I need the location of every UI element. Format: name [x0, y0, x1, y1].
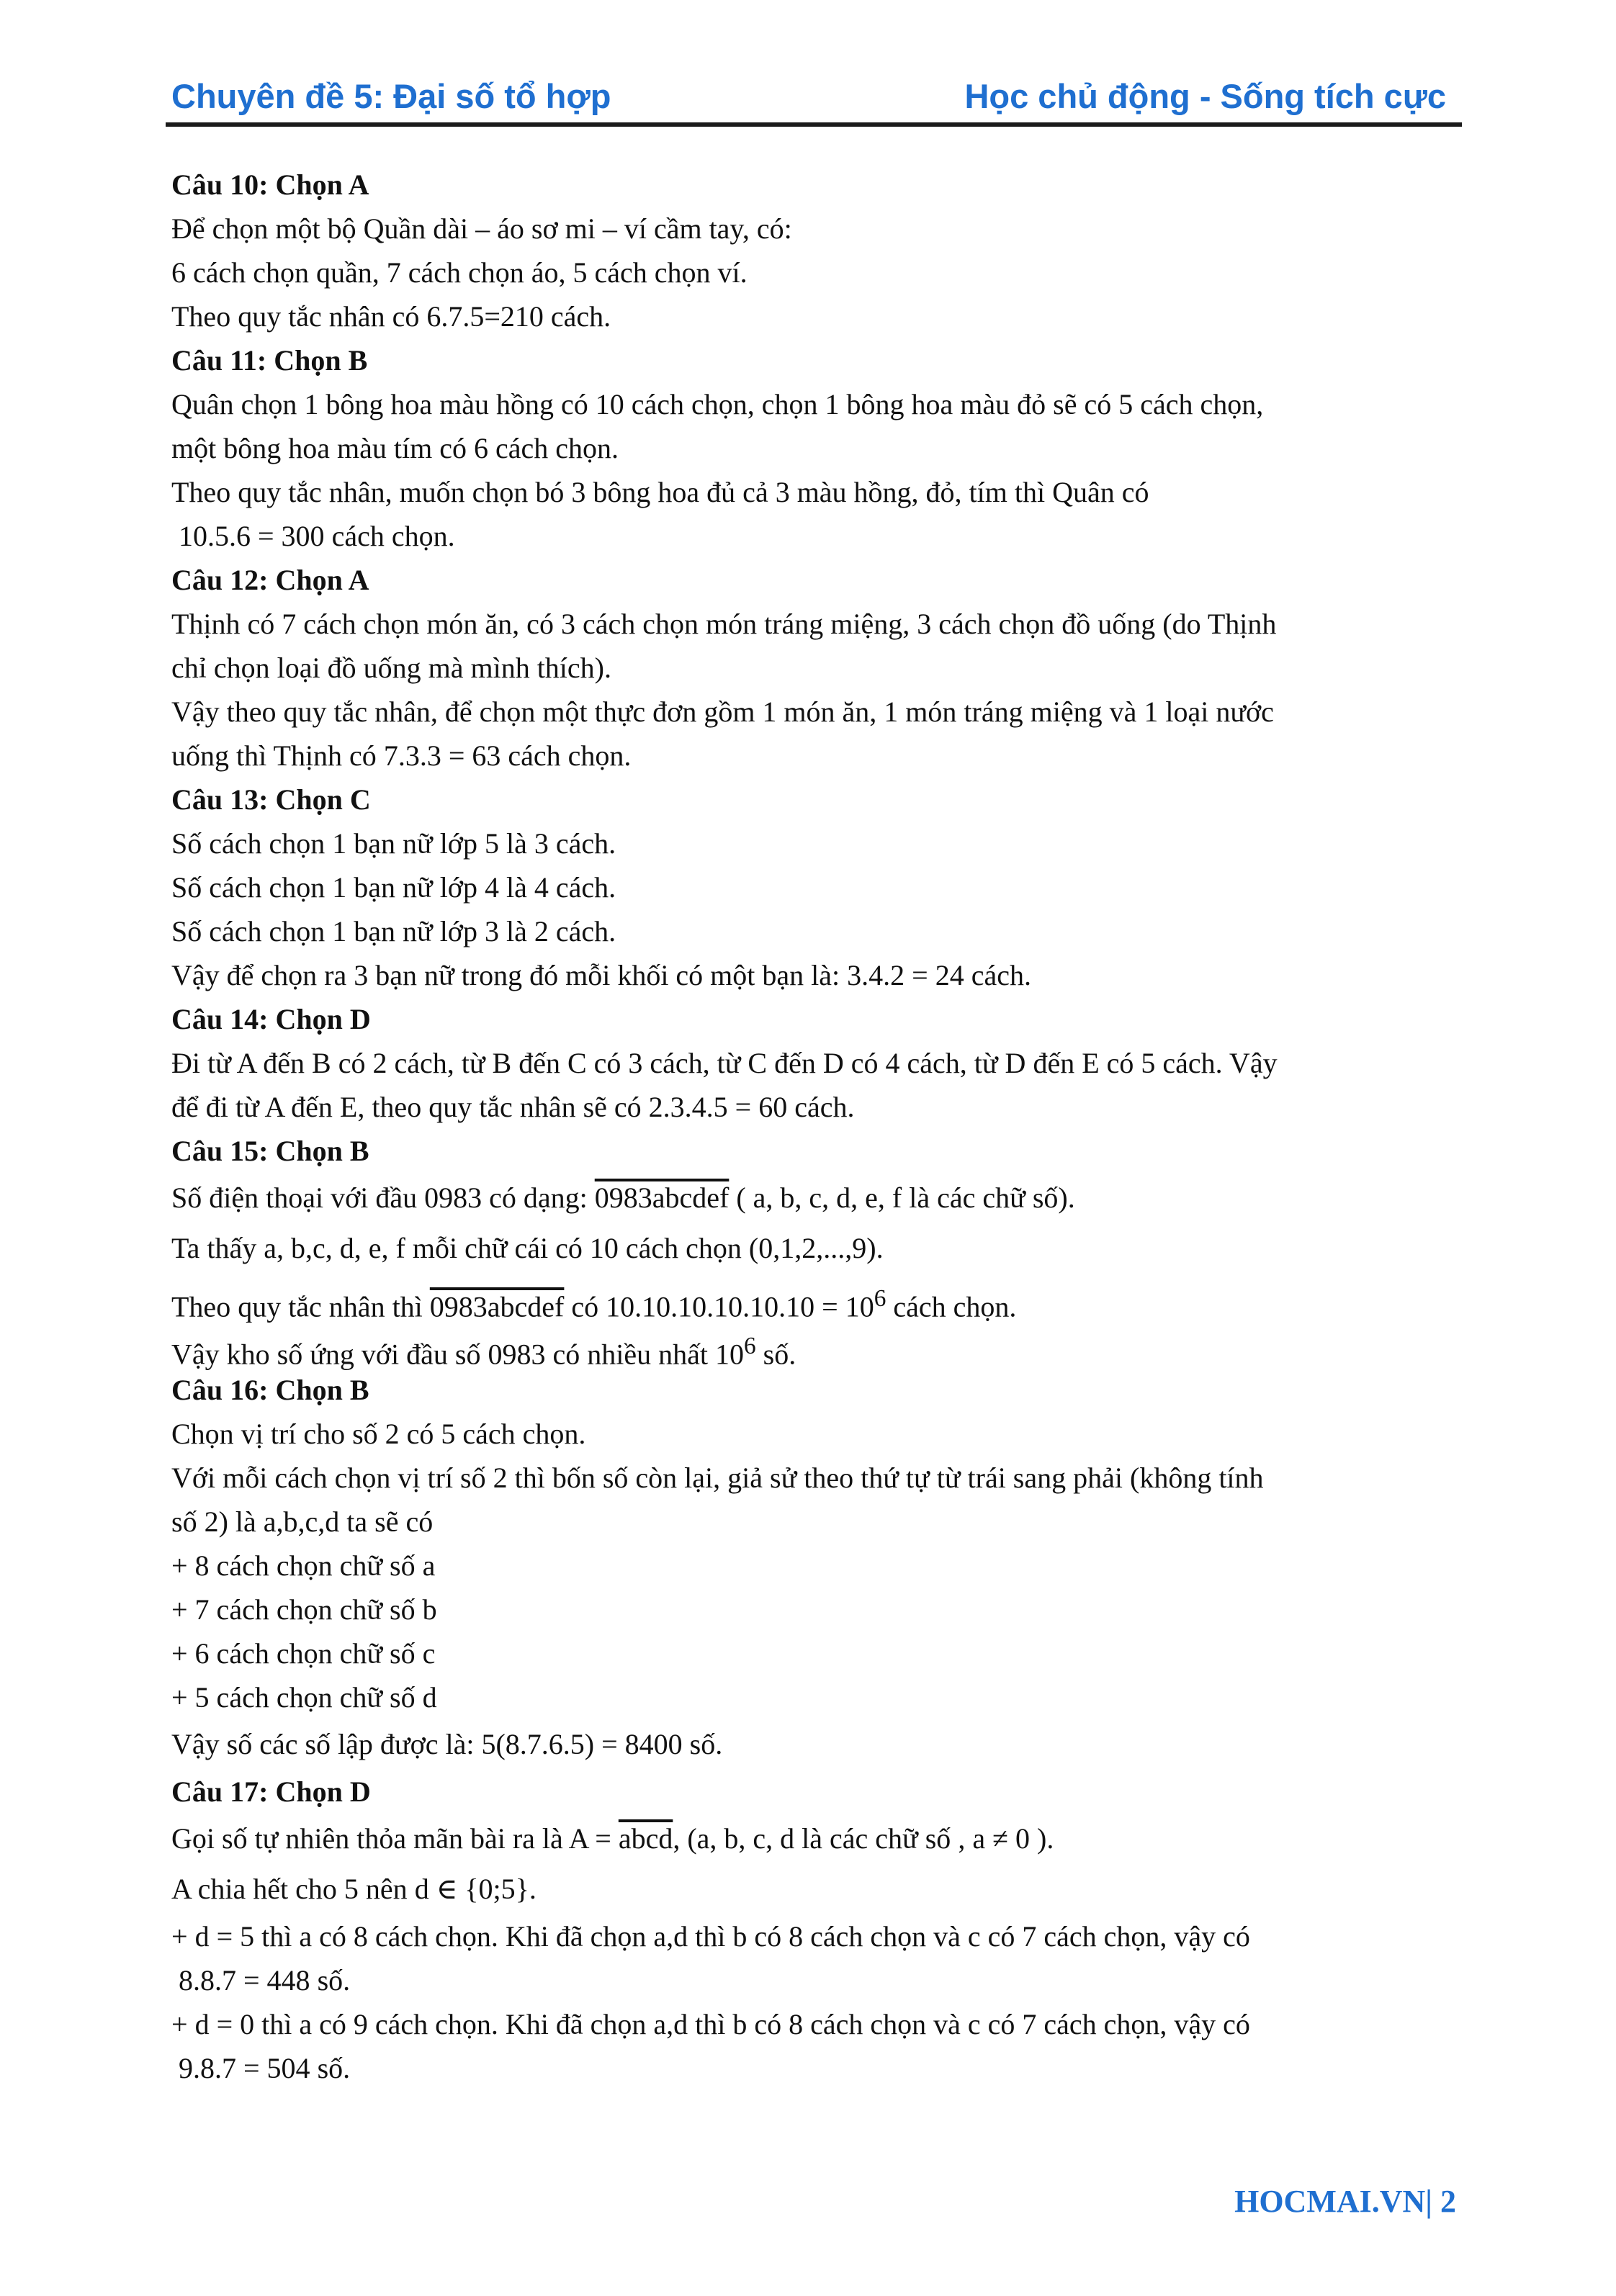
- text-line: [171, 2002, 1453, 2046]
- math-expression: 2.3.4.5 = 60: [648, 1091, 788, 1123]
- math-expression: d ∈ {0;5}: [414, 1873, 529, 1905]
- overlined-number: abcd: [618, 1822, 673, 1855]
- text-span: là các chữ số).: [902, 1181, 1075, 1214]
- text-line: [171, 1085, 1453, 1129]
- math-expression: d = 5: [194, 1920, 255, 1953]
- text-line: Theo quy tắc nhân có 6.7.5=210 cách.: [171, 300, 611, 333]
- text-line: [171, 1814, 1453, 1864]
- question-heading: Câu 12: Chọn A: [171, 564, 369, 596]
- text-line: Chọn vị trí cho số 2 có 5 cách chọn.: [171, 1418, 586, 1450]
- question-heading: Câu 10: Chọn A: [171, 168, 369, 201]
- text-line: [171, 1958, 1453, 2002]
- text-span: số.: [310, 1964, 351, 1996]
- math-expression: 9.8.7 = 504: [179, 2052, 310, 2084]
- text-line: [171, 734, 1453, 778]
- text-line: [171, 2046, 1453, 2090]
- text-span: Ta thấy: [171, 1232, 264, 1264]
- text-span: mỗi chữ cái có 10 cách chọn: [405, 1232, 749, 1264]
- text-line: + 5 cách chọn chữ số d: [171, 1681, 437, 1714]
- text-span: cách chọn.: [886, 1290, 1017, 1323]
- text-span: +: [171, 2008, 195, 2040]
- text-span: có: [564, 1290, 606, 1323]
- exponent: 6: [874, 1285, 886, 1312]
- text-span: ).: [1030, 1822, 1054, 1855]
- text-span: cách.: [964, 959, 1031, 991]
- text-line: [171, 1274, 1453, 1324]
- text-span: là các chữ số: [794, 1822, 959, 1855]
- question-heading: Câu 11: Chọn B: [171, 344, 368, 377]
- text-line: Số cách chọn 1 bạn nữ lớp 3 là 2 cách.: [171, 915, 616, 947]
- question-heading: Câu 16: Chọn B: [171, 1374, 369, 1406]
- text-span: .: [529, 1873, 537, 1905]
- text-span: để đi từ A đến E, theo quy tắc nhân sẽ có: [171, 1091, 649, 1123]
- question-heading: Câu 13: Chọn C: [171, 783, 371, 816]
- text-line: Quân chọn 1 bông hoa màu hồng có 10 cách chọn, chọn 1 bông hoa màu đỏ sẽ có 5 cách chọn,: [171, 388, 1264, 420]
- question-heading: Câu 17: Chọn D: [171, 1775, 371, 1808]
- text-span: (: [729, 1181, 753, 1214]
- text-span: cách chọn.: [324, 520, 455, 552]
- math-expression: a, b,c, d, e, f: [264, 1232, 405, 1264]
- text-line: [171, 1173, 1453, 1223]
- exponent: 6: [743, 1333, 756, 1359]
- text-line: [171, 1914, 1453, 1958]
- math-expression: a, b, c, d: [696, 1822, 795, 1855]
- overlined-number: 0983abcdef: [429, 1290, 565, 1323]
- text-line: Số cách chọn 1 bạn nữ lớp 4 là 4 cách.: [171, 871, 616, 904]
- text-line: + 8 cách chọn chữ số a: [171, 1549, 436, 1582]
- math-expression: 10.5.6 = 300: [179, 520, 325, 552]
- math-expression: (0,1,2,...,9): [748, 1232, 876, 1264]
- solution-content: [171, 163, 1453, 2090]
- text-line: [171, 1864, 1453, 1914]
- text-line: 6 cách chọn quần, 7 cách chọn áo, 5 cách chọn ví.: [171, 256, 748, 289]
- overlined-number: 0983abcdef: [594, 1181, 730, 1214]
- text-line: chỉ chọn loại đồ uống mà mình thích).: [171, 652, 611, 684]
- text-line: Vậy theo quy tắc nhân, để chọn một thực đơn gồm 1 món ăn, 1 món tráng miệng và 1 loại nước: [171, 695, 1274, 728]
- math-expression: a, b, c, d, e, f: [753, 1181, 902, 1214]
- slogan: Học chủ động - Sống tích cực: [964, 77, 1446, 115]
- text-span: số.: [755, 1338, 796, 1371]
- text-line: Theo quy tắc nhân, muốn chọn bó 3 bông hoa đủ cả 3 màu hồng, đỏ, tím thì Quân có: [171, 476, 1149, 508]
- text-line: Đi từ A đến B có 2 cách, từ B đến C có 3 cách, từ C đến D có 4 cách, từ D đến E có 5 cách. Vậy: [171, 1047, 1278, 1079]
- text-line: + 6 cách chọn chữ số c: [171, 1637, 436, 1670]
- text-span: Gọi số tự nhiên thỏa mãn bài ra là: [171, 1822, 569, 1855]
- text-span: cách.: [787, 1091, 855, 1123]
- text-span: thì a có 8 cách chọn. Khi đã chọn a,d thì b có 8 cách chọn và c có 7 cách chọn, vậy có: [254, 1920, 1250, 1953]
- text-line: [171, 953, 1453, 997]
- chapter-title: Chuyên đề 5: Đại số tổ hợp: [171, 77, 611, 115]
- math-expression: 8.8.7 = 448: [179, 1964, 310, 1996]
- page-header: [166, 71, 1462, 127]
- text-line: Thịnh có 7 cách chọn món ăn, có 3 cách chọn món tráng miệng, 3 cách chọn đồ uống (do Thịnh: [171, 608, 1277, 640]
- math-expression: d = 0: [194, 2008, 255, 2040]
- text-span: số.: [310, 2052, 351, 2084]
- math-expression: , a ≠ 0: [958, 1822, 1031, 1855]
- text-line: [171, 1223, 1453, 1274]
- text-span: Vậy kho số ứng với đầu số 0983 có nhiều nhất: [171, 1338, 715, 1371]
- text-span: +: [171, 1920, 195, 1953]
- text-line: Số cách chọn 1 bạn nữ lớp 5 là 3 cách.: [171, 827, 616, 860]
- text-line: + 7 cách chọn chữ số b: [171, 1593, 437, 1626]
- text-line: Để chọn một bộ Quần dài – áo sơ mi – ví cầm tay, có:: [171, 212, 792, 245]
- text-span: cách chọn.: [500, 739, 632, 772]
- text-line: số 2) là a,b,c,d ta sẽ có: [171, 1505, 434, 1538]
- math-expression: 5(8.7.6.5) = 8400: [481, 1728, 683, 1760]
- text-line: một bông hoa màu tím có 6 cách chọn.: [171, 432, 619, 464]
- text-span: thì a có 9 cách chọn. Khi đã chọn a,d thì b có 8 cách chọn và c có 7 cách chọn, vậy có: [254, 2008, 1250, 2040]
- math-expression: A =: [568, 1822, 619, 1855]
- question-heading: Câu 15: Chọn B: [171, 1135, 369, 1167]
- text-span: uống thì Thịnh có: [171, 739, 384, 772]
- math-expression: 3.4.2 = 24: [847, 959, 964, 991]
- text-line: [171, 514, 1453, 558]
- math-expression: 10: [714, 1338, 744, 1371]
- text-line: Với mỗi cách chọn vị trí số 2 thì bốn số còn lại, giả sử theo thứ tự từ trái sang phải (không tính: [171, 1462, 1264, 1494]
- text-span: Vậy số các số lập được là:: [171, 1728, 482, 1760]
- text-span: Số điện thoại với đầu 0983 có dạng:: [171, 1181, 595, 1214]
- text-span: Vậy để chọn ra 3 bạn nữ trong đó mỗi khối có một bạn là:: [171, 959, 848, 991]
- math-expression: 7.3.3 = 63: [383, 739, 501, 772]
- text-span: số.: [682, 1728, 723, 1760]
- text-span: .: [876, 1232, 884, 1264]
- text-span: Theo quy tắc nhân thì: [171, 1290, 430, 1323]
- text-line: [171, 1719, 1453, 1770]
- text-span: A chia hết cho 5 nên: [171, 1873, 415, 1905]
- text-line: [171, 1324, 1453, 1371]
- math-expression: 10.10.10.10.10.10 = 10: [606, 1290, 874, 1323]
- page-footer: HOCMAI.VN| 2: [1234, 2184, 1456, 2219]
- question-heading: Câu 14: Chọn D: [171, 1003, 371, 1035]
- text-span: , (: [673, 1822, 697, 1855]
